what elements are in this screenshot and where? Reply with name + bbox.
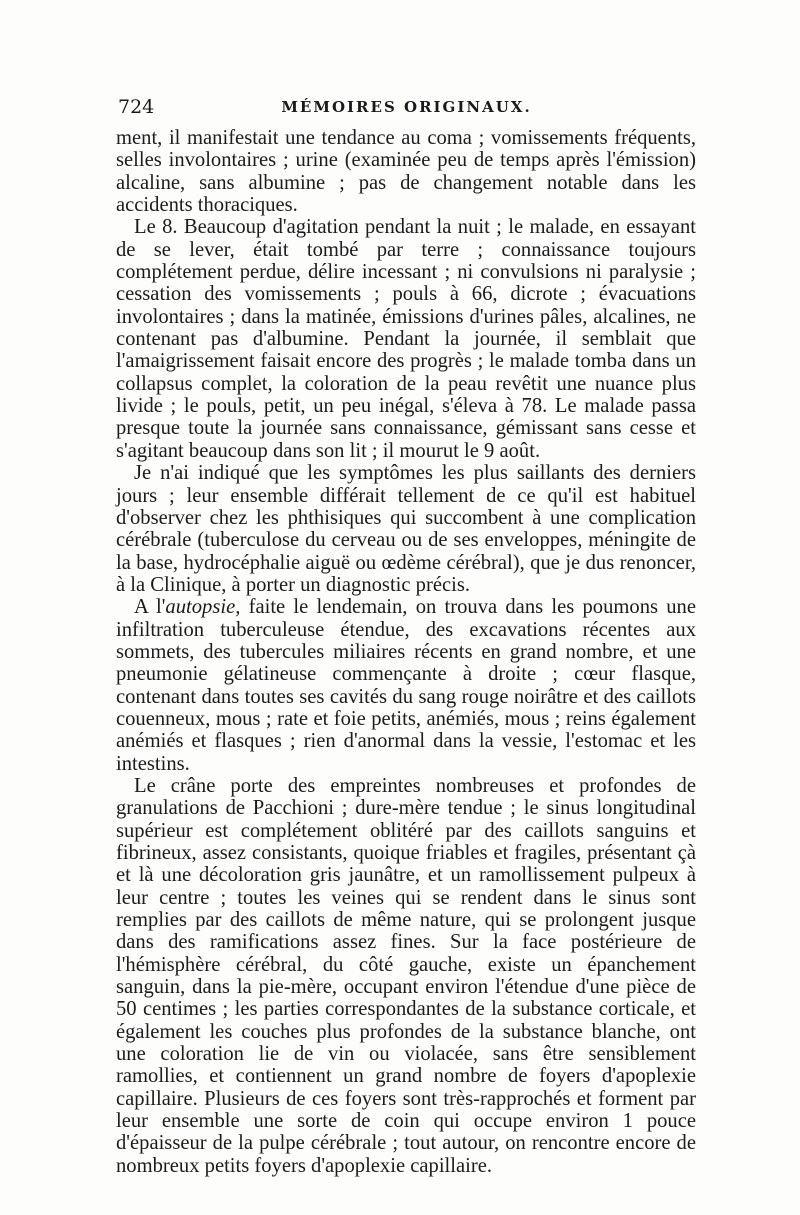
- paragraph-day-8: Le 8. Beaucoup d'agitation pendant la nuit ; le malade, en essayant de se lever, était tombé par terre ; connaissance toujours complétement perdue, délire incessant ; ni convulsions ni paralysie ; cessation des vomissements ; pouls à 66, dicrote ; évacuations involontaires ; dans la matinée, émissions d'urines pâles, alcalines, ne contenant pas d'albumine. Pendant la journée, il semblait que l'amaigrissement faisait encore des progrès ; le malade tomba dans un collapsus complet, la coloration de la peau revêtit une nuance plus livide ; le pouls, petit, un peu inégal, s'éleva à 78. Le malade passa presque toute la journée sans connaissance, gémissant sans cesse et s'agitant beaucoup dans son lit ; il mourut le 9 août.: [116, 216, 696, 462]
- autopsy-term: autopsie,: [165, 596, 241, 619]
- body-text: [116, 127, 696, 1177]
- running-title: MÉMOIRES ORIGINAUX.: [281, 98, 532, 116]
- paragraph-symptoms: Je n'ai indiqué que les symptômes les plus saillants des derniers jours ; leur ensemble différait tellement de ce qu'il est habituel d'observer chez les phthisiques qui succombent à une complication cérébrale (tuberculose du cerveau ou de ses enveloppes, méningite de la base, hydrocéphalie aiguë ou œdème cérébral), que je dus renoncer, à la Clinique, à porter un diagnostic précis.: [116, 462, 696, 596]
- page-number: 724: [118, 96, 155, 118]
- paragraph-continuation: ment, il manifestait une tendance au coma ; vomissements fréquents, selles involontaires ; urine (examinée peu de temps après l'émission) alcaline, sans albumine ; pas de changement notable dans les accidents thoraciques.: [116, 127, 696, 217]
- paragraph-autopsy: [116, 596, 696, 775]
- autopsy-text: faite le lendemain, on trouva dans les poumons une infiltration tuberculeuse étendue, des excavations récentes aux sommets, des tubercules miliaires récents en grand nombre, et une pneumonie gélatineuse commençante à droite ; cœur flasque, contenant dans toutes ses cavités du sang rouge noirâtre et des caillots couenneux, mous ; rate et foie petits, anémiés, mous ; reins également anémiés et flasques ; rien d'anormal dans la vessie, l'estomac et les intestins.: [116, 596, 696, 775]
- running-head: [118, 96, 695, 124]
- autopsy-lead-in: A l': [134, 596, 166, 619]
- paragraph-cranium: Le crâne porte des empreintes nombreuses et profondes de granulations de Pacchioni ; dure-mère tendue ; le sinus longitudinal supérieur est complétement oblitéré par des caillots sanguins et fibrineux, assez consistants, quoique friables et fragiles, présentant çà et là une décoloration gris jaunâtre, et un ramollissement pulpeux à leur centre ; toutes les veines qui se rendent dans le sinus sont remplies par des caillots de même nature, qui se prolongent jusque dans des ramifications assez fines. Sur la face postérieure de l'hémisphère cérébral, du côté gauche, existe un épanchement sanguin, dans la pie-mère, occupant environ l'étendue d'une pièce de 50 centimes ; les parties correspondantes de la substance corticale, et également les couches plus profondes de la substance blanche, ont une coloration lie de vin ou violacée, sans être sensiblement ramollies, et contiennent un grand nombre de foyers d'apoplexie capillaire. Plusieurs de ces foyers sont très-rapprochés et forment par leur ensemble une sorte de coin qui occupe environ 1 pouce d'épaisseur de la pulpe cérébrale ; tout autour, on rencontre encore de nombreux petits foyers d'apoplexie capillaire.: [116, 774, 696, 1177]
